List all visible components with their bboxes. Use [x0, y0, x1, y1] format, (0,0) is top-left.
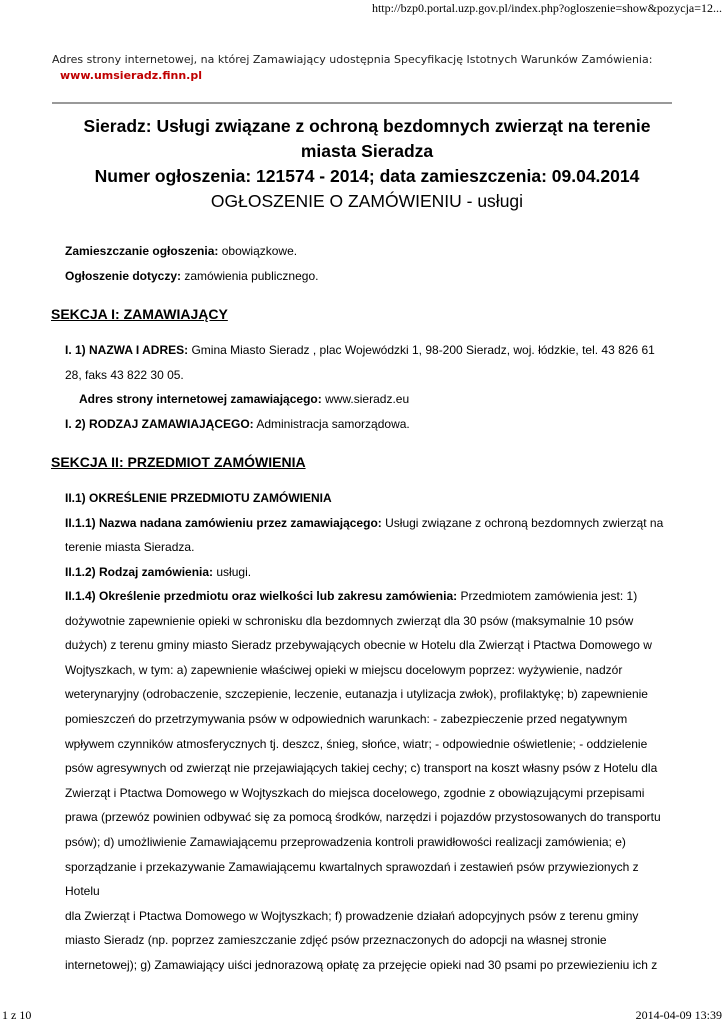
scope-line: Wojtyszkach, w tym: a) zapewnienie właściwej opieki w miejscu docelowym poprzez: wyżywienie, nadzór [65, 662, 623, 677]
contract-name: II.1.1) Nazwa nadana zamówieniu przez zamawiającego: Usługi związane z ochroną bezdomnych zwierząt na [65, 515, 664, 530]
section-2-heading: SEKCJA II: PRZEDMIOT ZAMÓWIENIA [51, 454, 306, 470]
notice-concerns: Ogłoszenie dotyczy: zamówienia publicznego. [65, 268, 319, 283]
contract-name-cont: terenie miasta Sieradza. [65, 540, 195, 554]
contract-kind: II.1.2) Rodzaj zamówienia: usługi. [65, 564, 252, 579]
notice-title [52, 114, 682, 214]
contracting-type: I. 2) RODZAJ ZAMAWIAJĄCEGO: Administracja samorządowa. [65, 416, 410, 431]
page-url: http://bzp0.portal.uzp.gov.pl/index.php?ogloszenie=show&pozycja=12... [371, 1, 722, 15]
posting-type: Zamieszczanie ogłoszenia: obowiązkowe. [65, 244, 298, 258]
scope-line: psów agresywnych od zwierząt nie przejawiających takiej cechy; c) transport na koszt własny psów z Hotelu dla [65, 761, 658, 776]
contracting-address-cont: 28, faks 43 822 30 05. [65, 367, 184, 382]
scope-line: weterynaryjny (odrobaczenie, szczepienie, leczenie, eutanazja i utylizacja zwłok), profilaktykę; b) zapewnienie [65, 687, 648, 702]
scope-line: dożywotnie zapewnienie opieki w schronisku dla bezdomnych zwierząt dla 30 psów (maksymalnie 10 psów [65, 613, 634, 628]
page-counter: 1 z 10 [2, 1008, 32, 1022]
scope-line: pomieszczeń do przetrzymywania psów w odpowiednich warunkach: - zabezpieczenie przed negatywnym [65, 711, 628, 726]
scope-line: psów); d) umożliwienie Zamawiającemu przeprowadzenia kontroli prawidłowości realizacji zamówienia; e) [65, 834, 626, 849]
contract-scope-text [51, 609, 671, 978]
scope-line: prawa (przewóz powinien odbywać się za pomocą środków, narzędzi i pojazdów przystosowanych do transportu [65, 810, 661, 825]
scope-line: wpływem czynników atmosferycznych tj. deszcz, śnieg, słońce, wiatr; - odpowiednie oświetlenie; - oddzielenie [65, 736, 648, 751]
notice-number: Numer ogłoszenia: 121574 - 2014; data zamieszczenia: 09.04.2014 [94, 166, 640, 186]
contract-scope: II.1.4) Określenie przedmiotu oraz wielkości lub zakresu zamówienia: Przedmiotem zamówienia jest: 1) [65, 589, 638, 603]
notice-content [51, 239, 671, 978]
print-timestamp: 2014-04-09 13:39 [635, 1008, 722, 1022]
scope-line: dużych) z terenu gminy miasto Sieradz przebywających obecnie w Hotelu dla Zwierząt i Ptactwa Domowego w [65, 638, 652, 653]
contracting-website: Adres strony internetowej zamawiającego: www.sieradz.eu [79, 392, 410, 406]
title-line-2: miasta Sieradza [300, 141, 434, 161]
scope-line: Zwierząt i Ptactwa Domowego w Wojtyszkach do miejsca docelowego, zgodnie z obowiązującymi przepisami [65, 785, 645, 800]
scope-line: dla Zwierząt i Ptactwa Domowego w Wojtyszkach; f) prowadzenie działań adopcyjnych psów z terenu gminy [65, 908, 639, 923]
siwz-notice-text: Adres strony internetowej, na której Zamawiający udostępnia Specyfikację Istotnych Warunków Zamówienia: [52, 53, 653, 66]
divider [52, 102, 672, 104]
scope-line: miasto Sieradz (np. poprzez zamieszczanie zdjęć psów przeznaczonych do adopcji na własnej stronie [65, 933, 607, 948]
scope-line: internetowej); g) Zamawiający uiści jednorazową opłatę za przejęcie opieki nad 30 psami po przewiezieniu ich z [65, 957, 658, 972]
title-line-1: Sieradz: Usługi związane z ochroną bezdomnych zwierząt na terenie [83, 116, 651, 136]
notice-type: OGŁOSZENIE O ZAMÓWIENIU - usługi [210, 191, 524, 211]
subject-definition-heading: II.1) OKREŚLENIE PRZEDMIOTU ZAMÓWIENIA [65, 491, 332, 505]
contracting-website-link[interactable]: www.sieradz.eu [325, 392, 410, 406]
scope-line: sporządzanie i przekazywanie Zamawiającemu kwartalnych sprawozdań i zestawień psów przywiezionych z Hotelu [65, 859, 639, 899]
siwz-notice [52, 52, 692, 84]
contracting-name-address: I. 1) NAZWA I ADRES: Gmina Miasto Sieradz , plac Wojewódzki 1, 98-200 Sieradz, woj. łódzkie, tel. 43 826 61 [65, 343, 655, 357]
siwz-link[interactable]: www.umsieradz.finn.pl [60, 69, 202, 82]
section-1-heading: SEKCJA I: ZAMAWIAJĄCY [51, 306, 228, 322]
